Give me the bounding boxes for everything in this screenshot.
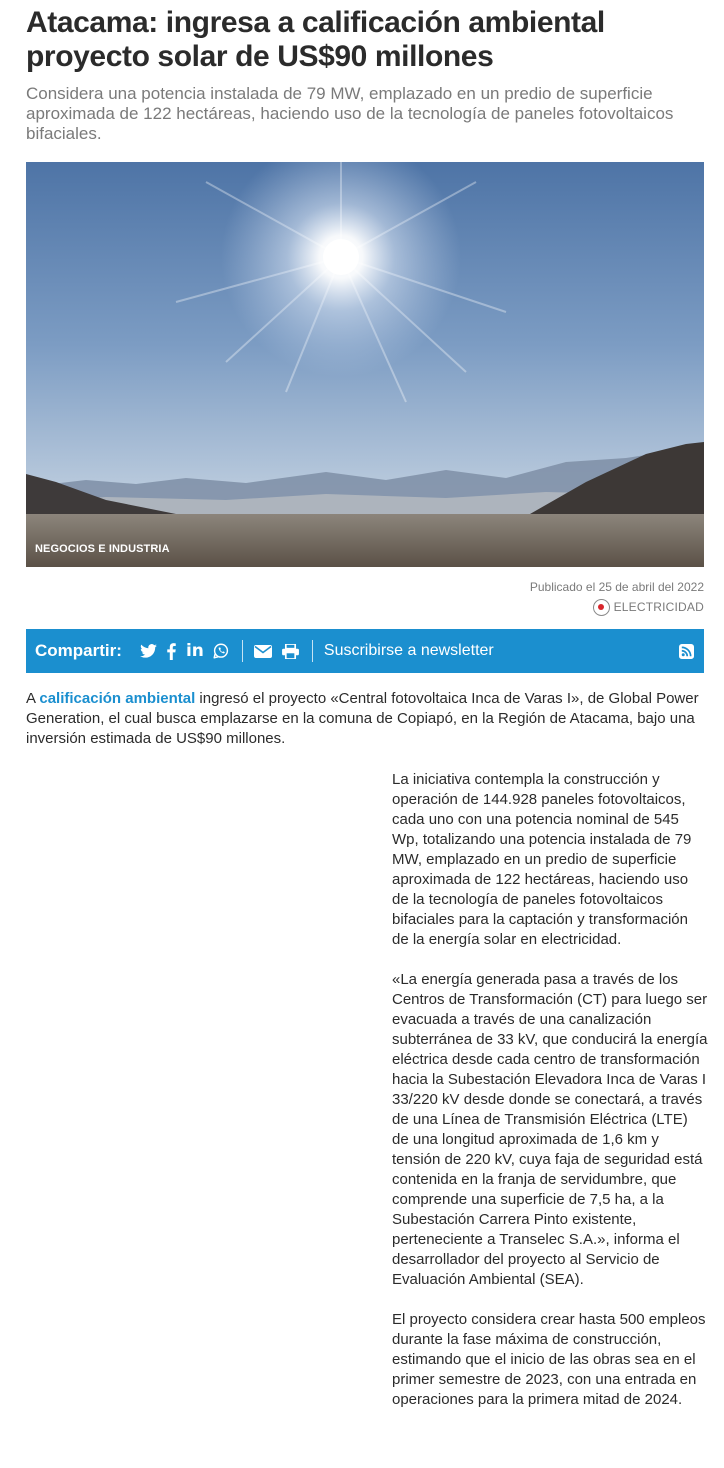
intro-paragraph — [26, 689, 716, 749]
body-paragraph: «La energía generada pasa a través de los Centros de Transformación (CT) para luego ser evacuada a través de una canalización subterránea de 33 kV, que conducirá la energía eléctrica desde cada centro de transformación hacia la Subestación Elevadora Inca de Varas I 33/220 kV desde donde se conectará, a través de una Línea de Transmisión Eléctrica (LTE) de una longitud aproximada de 1,6 km y tensión de 220 kV, cuya faja de seguridad está contenida en la franja de servidumbre, que comprende una superficie de 7,5 ha, a la Subestación Carrera Pinto existente, perteneciente a Transelec S.A.», informa el desarrollador del proyecto al Servicio de Evaluación Ambiental (SEA). — [392, 971, 708, 1288]
body-paragraph: El proyecto considera crear hasta 500 empleos durante la fase máxima de construcción, estimando que el inicio de las obras sea en el primer semestre de 2023, con una entrada en operaciones para la primera mitad de 2024. — [392, 1311, 706, 1408]
body-paragraph: La iniciativa contempla la construcción y operación de 144.928 paneles fotovoltaicos, cada uno con una potencia nominal de 545 Wp, totalizando una potencia instalada de 79 MW, emplazado en un predio de superficie aproximada de 122 hectáreas, haciendo uso de la tecnología de paneles fotovoltaicos bifaciales para la captación y transformación de la energía solar en electricidad. — [392, 771, 692, 948]
publish-date: Publicado el 25 de abril del 2022 — [529, 580, 704, 594]
print-icon[interactable] — [282, 639, 300, 663]
article-title: Atacama: ingresa a calificación ambiental proyecto solar de US$90 millones — [26, 6, 605, 73]
intro-text: ingresó el proyecto «Central fotovoltaica Inca de Varas I», de Global Power Generation, el cual busca emplazarse en la comuna de Copiapó, en la Región de Atacama, bajo una inversión estimada de US$90 millones. — [26, 690, 699, 747]
electricity-category-icon — [593, 599, 610, 616]
article-body-column — [392, 770, 708, 1430]
email-icon[interactable] — [254, 639, 272, 663]
share-divider — [242, 640, 243, 662]
whatsapp-icon[interactable] — [212, 639, 230, 663]
intro-prefix: A — [26, 690, 40, 707]
share-label: Compartir: — [35, 641, 122, 660]
twitter-icon[interactable] — [140, 639, 158, 663]
category-label: ELECTRICIDAD — [613, 600, 704, 614]
image-category-tag: NEGOCIOS E INDUSTRIA — [35, 543, 170, 555]
share-bar — [26, 629, 704, 673]
newsletter-link[interactable]: Suscribirse a newsletter — [323, 642, 494, 659]
article-lead: Considera una potencia instalada de 79 MW, emplazado en un predio de superficie aproximada de 122 hectáreas, haciendo uso de la tecnología de paneles fotovoltaicos bifaciales. — [26, 84, 674, 143]
calificacion-ambiental-link[interactable]: calificación ambiental — [39, 690, 196, 707]
hero-image — [26, 162, 704, 567]
category-link[interactable] — [593, 598, 704, 616]
facebook-icon[interactable] — [166, 639, 178, 663]
desert-sun-photo — [26, 162, 704, 567]
rss-icon[interactable] — [679, 639, 694, 663]
linkedin-icon[interactable]: in — [185, 641, 204, 661]
share-divider — [312, 640, 313, 662]
